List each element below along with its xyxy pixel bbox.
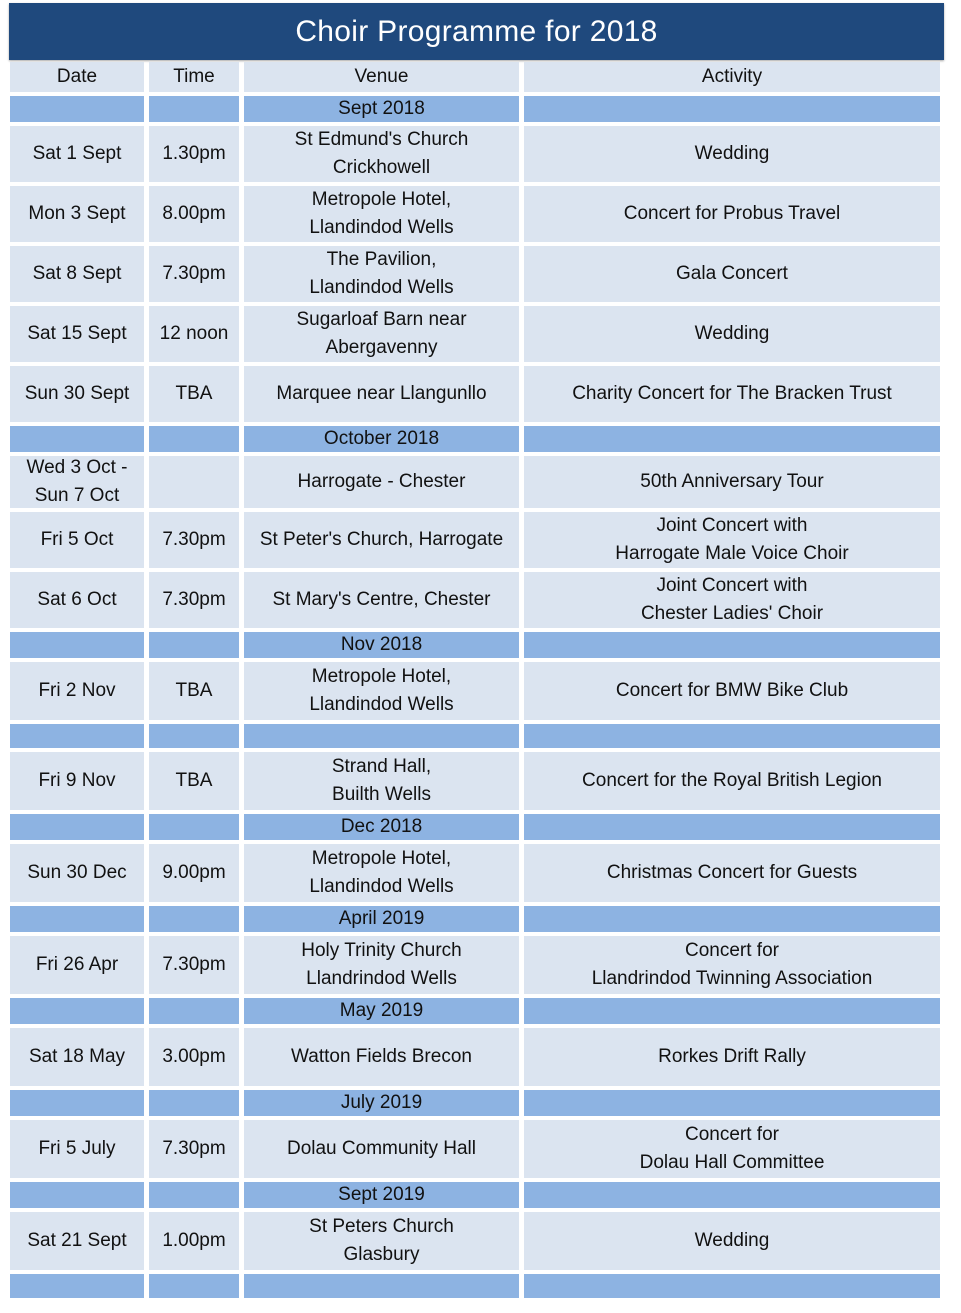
table-body — [10, 96, 950, 1298]
month-spacer-time — [149, 632, 239, 658]
event-date: Fri 9 Nov — [10, 752, 144, 810]
event-date: Sat 21 Sept — [10, 1212, 144, 1270]
event-activity: Gala Concert — [524, 246, 940, 302]
month-row — [10, 426, 950, 452]
event-venue: Metropole Hotel, Llandindod Wells — [244, 186, 519, 242]
event-venue: Strand Hall, Builth Wells — [244, 752, 519, 810]
table-header-row — [10, 62, 950, 92]
event-activity: Wedding — [524, 1212, 940, 1270]
event-activity: Wedding — [524, 306, 940, 362]
month-spacer-activity — [524, 632, 940, 658]
month-label: April 2019 — [244, 906, 519, 932]
event-venue: St Mary's Centre, Chester — [244, 572, 519, 628]
event-venue: Holy Trinity Church Llandrindod Wells — [244, 936, 519, 994]
month-spacer-time — [149, 1090, 239, 1116]
event-date: Mon 3 Sept — [10, 186, 144, 242]
event-time: 7.30pm — [149, 572, 239, 628]
month-spacer-date — [10, 96, 144, 122]
event-activity: Concert for BMW Bike Club — [524, 662, 940, 720]
month-spacer-activity — [524, 1182, 940, 1208]
event-date: Sun 30 Sept — [10, 366, 144, 422]
table-row — [10, 662, 950, 720]
event-time — [149, 456, 239, 508]
event-venue: St Edmund's Church Crickhowell — [244, 126, 519, 182]
month-spacer-activity — [524, 96, 940, 122]
event-activity: Charity Concert for The Bracken Trust — [524, 366, 940, 422]
event-venue: St Peters Church Glasbury — [244, 1212, 519, 1270]
month-spacer-activity — [524, 426, 940, 452]
event-time: 1.30pm — [149, 126, 239, 182]
month-spacer-time — [149, 426, 239, 452]
event-activity: Concert for Dolau Hall Committee — [524, 1120, 940, 1178]
header-activity: Activity — [524, 62, 940, 92]
event-activity: Christmas Concert for Guests — [524, 844, 940, 902]
event-activity: Joint Concert with Chester Ladies' Choir — [524, 572, 940, 628]
separator-cell — [244, 724, 519, 748]
table-row — [10, 512, 950, 568]
month-label: July 2019 — [244, 1090, 519, 1116]
month-spacer-activity — [524, 906, 940, 932]
table-row — [10, 1028, 950, 1086]
table-row — [10, 1212, 950, 1270]
event-time: 1.00pm — [149, 1212, 239, 1270]
month-spacer-date — [10, 1090, 144, 1116]
month-spacer-activity — [524, 814, 940, 840]
event-date: Fri 5 Oct — [10, 512, 144, 568]
table-row — [10, 306, 950, 362]
separator-cell — [244, 1274, 519, 1298]
month-spacer-time — [149, 1182, 239, 1208]
table-row — [10, 752, 950, 810]
separator-cell — [10, 1274, 144, 1298]
event-date: Sat 15 Sept — [10, 306, 144, 362]
month-spacer-time — [149, 96, 239, 122]
month-spacer-date — [10, 906, 144, 932]
table-row — [10, 126, 950, 182]
event-date: Sat 6 Oct — [10, 572, 144, 628]
event-date: Sat 18 May — [10, 1028, 144, 1086]
event-time: TBA — [149, 662, 239, 720]
event-venue: St Peter's Church, Harrogate — [244, 512, 519, 568]
separator-cell — [524, 1274, 940, 1298]
page-title: Choir Programme for 2018 — [9, 3, 944, 60]
table-row — [10, 936, 950, 994]
event-time: TBA — [149, 366, 239, 422]
month-label: May 2019 — [244, 998, 519, 1024]
month-spacer-activity — [524, 998, 940, 1024]
event-date: Sun 30 Dec — [10, 844, 144, 902]
table-row — [10, 186, 950, 242]
table-row — [10, 1120, 950, 1178]
event-venue: Marquee near Llangunllo — [244, 366, 519, 422]
month-row — [10, 96, 950, 122]
event-venue: Metropole Hotel, Llandindod Wells — [244, 844, 519, 902]
month-spacer-date — [10, 632, 144, 658]
event-time: 7.30pm — [149, 1120, 239, 1178]
event-activity: Concert for Probus Travel — [524, 186, 940, 242]
separator-cell — [149, 1274, 239, 1298]
month-row — [10, 906, 950, 932]
event-activity: Wedding — [524, 126, 940, 182]
month-spacer-activity — [524, 1090, 940, 1116]
month-spacer-date — [10, 1182, 144, 1208]
month-spacer-date — [10, 426, 144, 452]
separator-row — [10, 1274, 950, 1298]
month-row — [10, 1182, 950, 1208]
event-activity: Concert for Llandrindod Twinning Association — [524, 936, 940, 994]
month-label: Dec 2018 — [244, 814, 519, 840]
event-venue: The Pavilion, Llandindod Wells — [244, 246, 519, 302]
event-time: 7.30pm — [149, 246, 239, 302]
month-spacer-time — [149, 906, 239, 932]
header-venue: Venue — [244, 62, 519, 92]
month-label: Nov 2018 — [244, 632, 519, 658]
month-row — [10, 998, 950, 1024]
month-row — [10, 814, 950, 840]
event-date: Fri 5 July — [10, 1120, 144, 1178]
event-time: 7.30pm — [149, 512, 239, 568]
event-time: 8.00pm — [149, 186, 239, 242]
month-spacer-time — [149, 998, 239, 1024]
separator-cell — [10, 724, 144, 748]
event-venue: Sugarloaf Barn near Abergavenny — [244, 306, 519, 362]
month-label: October 2018 — [244, 426, 519, 452]
event-date: Sat 8 Sept — [10, 246, 144, 302]
event-activity: Concert for the Royal British Legion — [524, 752, 940, 810]
event-date: Wed 3 Oct - Sun 7 Oct — [10, 456, 144, 508]
event-activity: 50th Anniversary Tour — [524, 456, 940, 508]
month-spacer-time — [149, 814, 239, 840]
programme-table — [10, 62, 950, 1302]
month-row — [10, 1090, 950, 1116]
event-activity: Joint Concert with Harrogate Male Voice Choir — [524, 512, 940, 568]
table-row — [10, 246, 950, 302]
event-date: Fri 2 Nov — [10, 662, 144, 720]
month-spacer-date — [10, 814, 144, 840]
header-time: Time — [149, 62, 239, 92]
event-time: 12 noon — [149, 306, 239, 362]
month-spacer-date — [10, 998, 144, 1024]
event-venue: Harrogate - Chester — [244, 456, 519, 508]
table-row — [10, 572, 950, 628]
separator-cell — [524, 724, 940, 748]
event-time: 3.00pm — [149, 1028, 239, 1086]
header-date: Date — [10, 62, 144, 92]
table-row — [10, 844, 950, 902]
separator-cell — [149, 724, 239, 748]
event-date: Sat 1 Sept — [10, 126, 144, 182]
event-time: 7.30pm — [149, 936, 239, 994]
event-activity: Rorkes Drift Rally — [524, 1028, 940, 1086]
separator-row — [10, 724, 950, 748]
month-label: Sept 2019 — [244, 1182, 519, 1208]
event-time: 9.00pm — [149, 844, 239, 902]
event-venue: Watton Fields Brecon — [244, 1028, 519, 1086]
event-venue: Metropole Hotel, Llandindod Wells — [244, 662, 519, 720]
event-venue: Dolau Community Hall — [244, 1120, 519, 1178]
month-label: Sept 2018 — [244, 96, 519, 122]
event-time: TBA — [149, 752, 239, 810]
event-date: Fri 26 Apr — [10, 936, 144, 994]
month-row — [10, 632, 950, 658]
table-row — [10, 456, 950, 508]
table-row — [10, 366, 950, 422]
